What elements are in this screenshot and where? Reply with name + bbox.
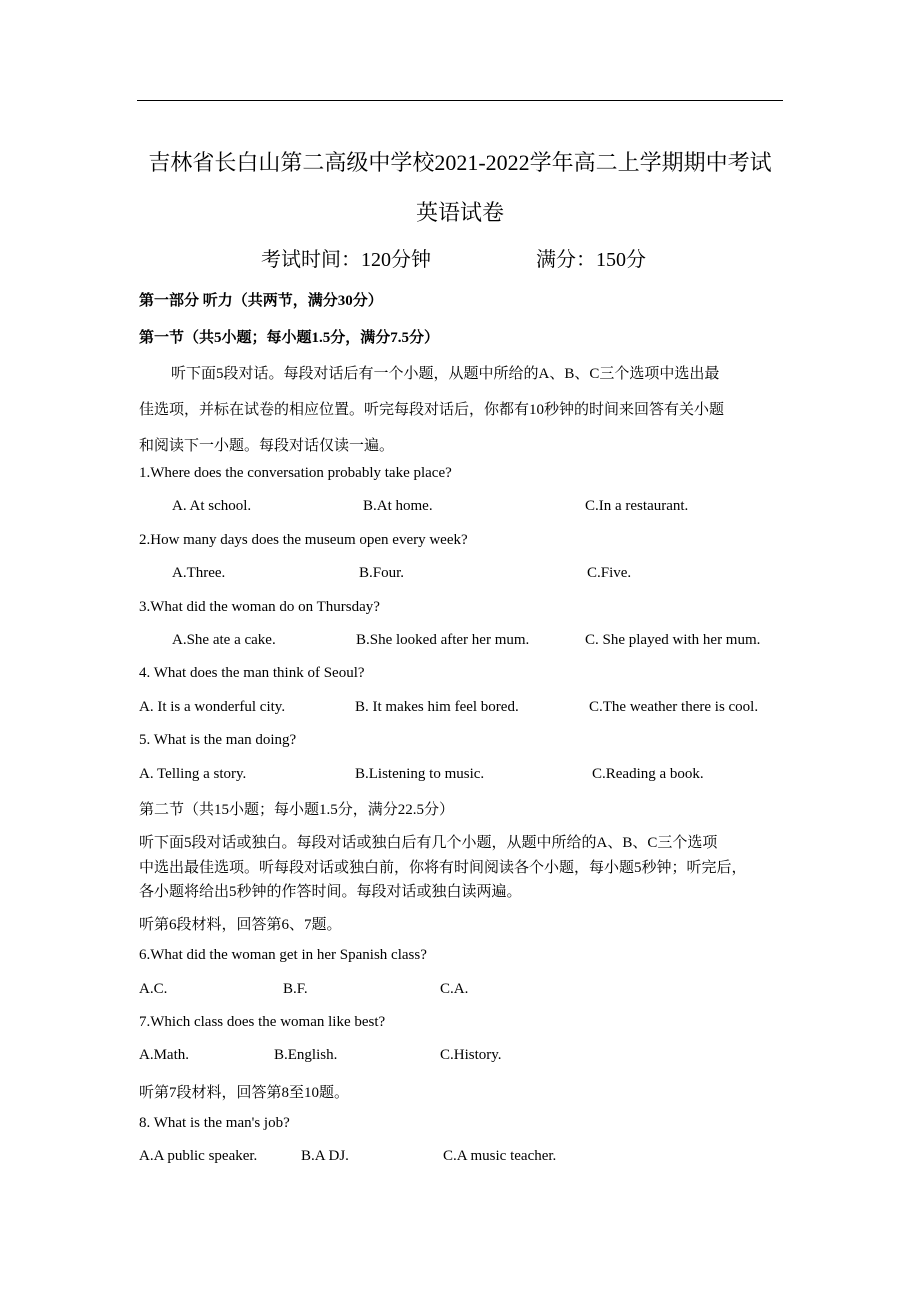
section2-instruction-line: 中选出最佳选项。听每段对话或独白前，你将有时间阅读各个小题，每小题5秒钟；听完后， (139, 860, 747, 876)
section1-instruction-line: 和阅读下一小题。每段对话仅读一遍。 (139, 438, 395, 454)
full-score: 满分：150分 (536, 249, 646, 271)
header-rule (137, 100, 783, 101)
question-2: 2.How many days does the museum open every week? (139, 532, 468, 548)
exam-time: 考试时间：120分钟 (261, 249, 431, 271)
question-1: 1.Where does the conversation probably take place? (139, 465, 452, 481)
option-a: A.Three. (172, 565, 226, 581)
option-b: B.English. (274, 1047, 338, 1063)
question-5: 5. What is the man doing? (139, 732, 297, 748)
question-3: 3.What did the woman do on Thursday? (139, 599, 380, 615)
section2-instruction-line: 各小题将给出5秒钟的作答时间。每段对话或独白读两遍。 (139, 884, 522, 900)
option-b: B.Four. (359, 565, 405, 581)
option-c: C.The weather there is cool. (589, 699, 759, 715)
section1-heading: 第一节（共5小题；每小题1.5分，满分7.5分） (139, 330, 440, 346)
option-b: B.F. (283, 981, 308, 997)
document-title: 吉林省长白山第二高级中学校2021-2022学年高二上学期期中考试 (148, 150, 772, 175)
question-4: 4. What does the man think of Seoul? (139, 665, 365, 681)
section1-instruction-line: 佳选项，并标在试卷的相应位置。听完每段对话后，你都有10秒钟的时间来回答有关小题 (139, 402, 725, 418)
option-b: B.At home. (363, 498, 433, 514)
option-c: C.In a restaurant. (585, 498, 689, 514)
document-subtitle: 英语试卷 (415, 200, 504, 225)
option-a: A. Telling a story. (139, 766, 247, 782)
section1-instruction-line: 听下面5段对话。每段对话后有一个小题，从题中所给的A、B、C三个选项中选出最 (171, 366, 720, 382)
option-b: B. It makes him feel bored. (355, 699, 519, 715)
question-8: 8. What is the man's job? (139, 1115, 290, 1131)
option-a: A.A public speaker. (139, 1148, 258, 1164)
option-c: C.History. (440, 1047, 502, 1063)
option-c: C.A music teacher. (443, 1148, 557, 1164)
question-6: 6.What did the woman get in her Spanish class? (139, 947, 427, 963)
material-6-label: 听第6段材料，回答第6、7题。 (139, 917, 342, 933)
option-b: B.Listening to music. (355, 766, 485, 782)
option-c: C. She played with her mum. (585, 632, 761, 648)
option-a: A. At school. (172, 498, 252, 514)
section2-heading: 第二节（共15小题；每小题1.5分，满分22.5分） (139, 802, 455, 818)
option-a: A.Math. (139, 1047, 189, 1063)
option-a: A.C. (139, 981, 168, 997)
option-c: C.Five. (587, 565, 632, 581)
part1-heading: 第一部分 听力（共两节，满分30分） (139, 293, 383, 309)
material-7-label: 听第7段材料，回答第8至10题。 (139, 1085, 350, 1101)
option-c: C.A. (440, 981, 469, 997)
question-7: 7.Which class does the woman like best? (139, 1014, 386, 1030)
option-b: B.She looked after her mum. (356, 632, 530, 648)
option-b: B.A DJ. (301, 1148, 349, 1164)
option-a: A.She ate a cake. (172, 632, 276, 648)
section2-instruction-line: 听下面5段对话或独白。每段对话或独白后有几个小题，从题中所给的A、B、C三个选项 (139, 835, 718, 851)
option-c: C.Reading a book. (592, 766, 704, 782)
option-a: A. It is a wonderful city. (139, 699, 286, 715)
